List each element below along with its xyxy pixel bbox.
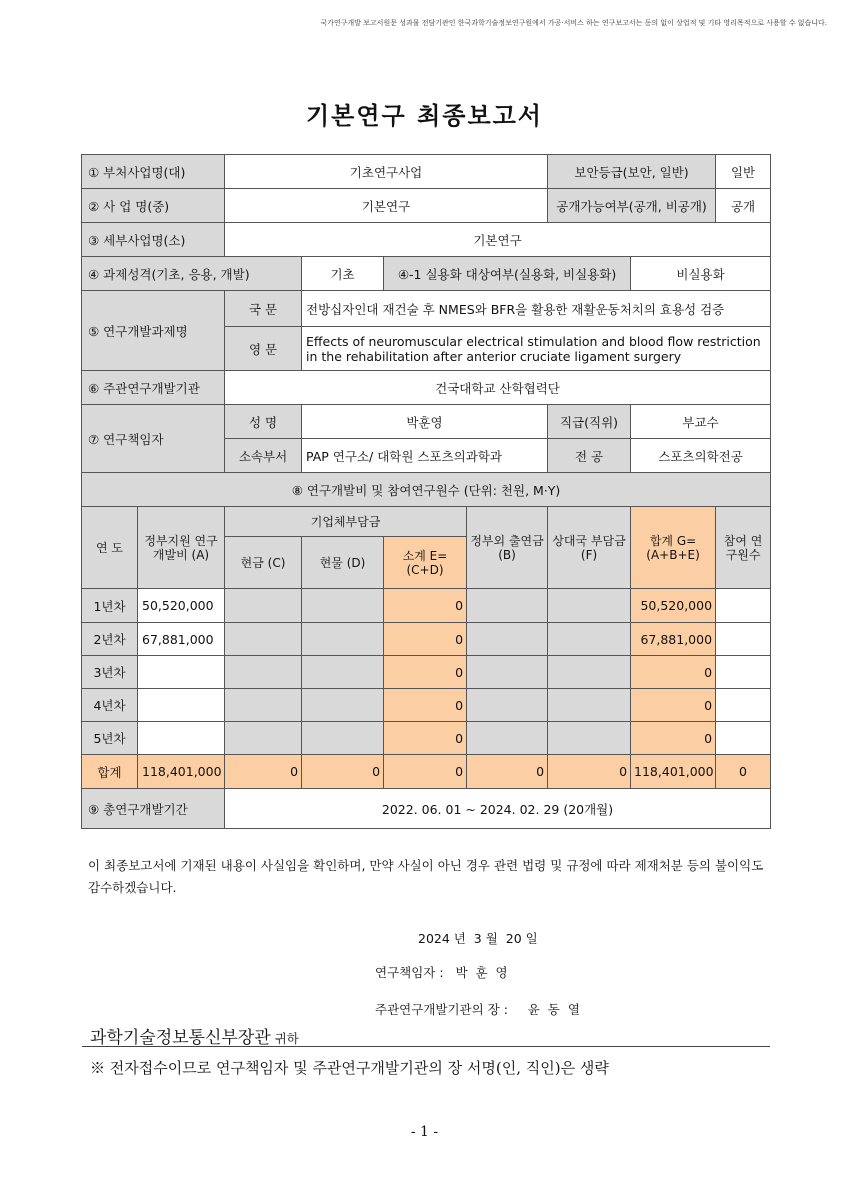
inkind-amount xyxy=(302,589,384,623)
inkind-amount xyxy=(302,656,384,689)
researchers-count xyxy=(716,623,771,656)
row-korean-title xyxy=(82,291,771,327)
affiliation-value: PAP 연구소/ 대학원 스포츠의과학과 xyxy=(302,439,548,473)
cash-amount xyxy=(225,656,302,689)
cash-amount xyxy=(225,589,302,623)
page-title: 기본연구 최종보고서 xyxy=(305,102,543,130)
total-amount: 0 xyxy=(631,656,716,689)
sub-program-label: ③ 세부사업명(소) xyxy=(82,223,225,257)
major-value: 스포츠의학전공 xyxy=(631,439,771,473)
institution-value: 건국대학교 산학협력단 xyxy=(225,371,771,405)
security-label: 보안등급(보안, 일반) xyxy=(548,155,716,189)
col-gov-header: 정부지원 연구개발비 (A) xyxy=(138,507,225,589)
sum-nongov-amount: 0 xyxy=(467,755,548,789)
year-label: 1년차 xyxy=(82,589,138,623)
year-label: 4년차 xyxy=(82,689,138,722)
page-number: - 1 - xyxy=(410,1124,439,1140)
recipient-suffix: 귀하 xyxy=(274,1031,299,1046)
total-amount: 0 xyxy=(631,722,716,755)
sum-partner-amount: 0 xyxy=(548,755,631,789)
commercial-value: 비실용화 xyxy=(631,257,771,291)
partner-amount xyxy=(548,689,631,722)
researchers-count xyxy=(716,722,771,755)
inkind-amount xyxy=(302,623,384,656)
subtotal-amount: 0 xyxy=(384,623,467,656)
total-amount: 67,881,000 xyxy=(631,623,716,656)
col-subtotal-header: 소계 E=(C+D) xyxy=(384,537,467,589)
gov-amount: 50,520,000 xyxy=(138,589,225,623)
col-nongov-header: 정부외 출연금 (B) xyxy=(467,507,548,589)
security-value: 일반 xyxy=(716,155,771,189)
partner-amount xyxy=(548,623,631,656)
researchers-count xyxy=(716,656,771,689)
partner-amount xyxy=(548,589,631,623)
nongov-amount xyxy=(467,589,548,623)
name-value: 박훈영 xyxy=(302,405,548,439)
row-budget-colhead-1 xyxy=(82,507,771,537)
gov-amount xyxy=(138,656,225,689)
col-researchers-header: 참여 연구원수 xyxy=(716,507,771,589)
sum-label: 합계 xyxy=(82,755,138,789)
commercial-label: ④-1 실용화 대상여부(실용화, 비실용화) xyxy=(384,257,631,291)
researchers-count xyxy=(716,689,771,722)
inkind-amount xyxy=(302,722,384,755)
budget-header: ⑧ 연구개발비 및 참여연구원수 (단위: 천원, M·Y) xyxy=(82,473,771,507)
budget-row-year1 xyxy=(82,589,771,623)
year-label: 3년차 xyxy=(82,656,138,689)
nature-label: ④ 과제성격(기초, 응용, 개발) xyxy=(82,257,302,291)
institution-label: ⑥ 주관연구개발기관 xyxy=(82,371,225,405)
sum-subtotal-amount: 0 xyxy=(384,755,467,789)
korean-title-value: 전방십자인대 재건술 후 NMES와 BFR을 활용한 재활운동처치의 효용성 검증 xyxy=(302,291,771,327)
english-title-label: 영 문 xyxy=(225,327,302,371)
row-sub-program xyxy=(82,223,771,257)
period-label: ⑨ 총연구개발기간 xyxy=(82,789,225,829)
budget-row-year2 xyxy=(82,623,771,656)
row-dept-program xyxy=(82,155,771,189)
project-title-label: ⑤ 연구개발과제명 xyxy=(82,291,225,371)
col-inkind-header: 현물 (D) xyxy=(302,537,384,589)
row-nature xyxy=(82,257,771,291)
budget-row-sum xyxy=(82,755,771,789)
row-pi-name xyxy=(82,405,771,439)
col-total-header: 합계 G=(A+B+E) xyxy=(631,507,716,589)
gov-amount: 67,881,000 xyxy=(138,623,225,656)
year-label: 2년차 xyxy=(82,623,138,656)
budget-row-year5 xyxy=(82,722,771,755)
gov-amount xyxy=(138,722,225,755)
total-amount: 50,520,000 xyxy=(631,589,716,623)
sum-researchers-count: 0 xyxy=(716,755,771,789)
affiliation-label: 소속부서 xyxy=(225,439,302,473)
row-period xyxy=(82,789,771,829)
cash-amount xyxy=(225,623,302,656)
inkind-amount xyxy=(302,689,384,722)
partner-amount xyxy=(548,722,631,755)
col-partner-header: 상대국 부담금 (F) xyxy=(548,507,631,589)
subtotal-amount: 0 xyxy=(384,589,467,623)
sub-program-value: 기본연구 xyxy=(225,223,771,257)
english-title-value: Effects of neuromuscular electrical stimulation and blood flow restriction in the rehabilitation after anterior cruciate ligament surgery xyxy=(302,327,771,371)
budget-row-year3 xyxy=(82,656,771,689)
confirmation-statement: 이 최종보고서에 기재된 내용이 사실임을 확인하며, 만약 사실이 아닌 경우 관련 법령 및 규정에 따라 제재처분 등의 불이익도 감수하겠습니다. xyxy=(88,858,764,895)
name-label: 성 명 xyxy=(225,405,302,439)
nongov-amount xyxy=(467,689,548,722)
program-value: 기본연구 xyxy=(225,189,548,223)
position-value: 부교수 xyxy=(631,405,771,439)
row-budget-header xyxy=(82,473,771,507)
sum-total-amount: 118,401,000 xyxy=(631,755,716,789)
recipient xyxy=(90,1023,299,1048)
disclosure-label: 공개가능여부(공개, 비공개) xyxy=(548,189,716,223)
report-date: 2024 년 3 월 20 일 xyxy=(418,931,538,946)
report-form-table xyxy=(81,154,771,829)
cash-amount xyxy=(225,689,302,722)
major-label: 전 공 xyxy=(548,439,631,473)
recipient-name: 과학기술정보통신부장관 xyxy=(90,1028,271,1048)
total-amount: 0 xyxy=(631,689,716,722)
usage-notice: 국가연구개발 보고서원문 성과물 전담기관인 한국과학기술정보연구원에서 가공·서비스 하는 연구보고서는 동의 없이 상업적 및 기타 영리목적으로 사용할 수 없습니다. xyxy=(320,19,827,27)
nature-value: 기초 xyxy=(302,257,384,291)
pi-label: ⑦ 연구책임자 xyxy=(82,405,225,473)
divider-line xyxy=(82,1046,770,1047)
korean-title-label: 국 문 xyxy=(225,291,302,327)
subtotal-amount: 0 xyxy=(384,689,467,722)
col-cash-header: 현금 (C) xyxy=(225,537,302,589)
responsible-researcher-line: 연구책임자 : 박 훈 영 xyxy=(375,965,508,980)
gov-amount xyxy=(138,689,225,722)
row-program xyxy=(82,189,771,223)
position-label: 직급(직위) xyxy=(548,405,631,439)
row-institution xyxy=(82,371,771,405)
institution-head-line: 주관연구개발기관의 장 : 윤 동 열 xyxy=(375,1002,580,1017)
subtotal-amount: 0 xyxy=(384,722,467,755)
nongov-amount xyxy=(467,656,548,689)
partner-amount xyxy=(548,656,631,689)
researchers-count xyxy=(716,589,771,623)
program-label: ② 사 업 명(중) xyxy=(82,189,225,223)
cash-amount xyxy=(225,722,302,755)
period-value: 2022. 06. 01 ~ 2024. 02. 29 (20개월) xyxy=(225,789,771,829)
dept-program-label: ① 부처사업명(대) xyxy=(82,155,225,189)
dept-program-value: 기초연구사업 xyxy=(225,155,548,189)
sum-cash-amount: 0 xyxy=(225,755,302,789)
col-company-header: 기업체부담금 xyxy=(225,507,467,537)
year-label: 5년차 xyxy=(82,722,138,755)
sum-gov-amount: 118,401,000 xyxy=(138,755,225,789)
nongov-amount xyxy=(467,623,548,656)
nongov-amount xyxy=(467,722,548,755)
disclosure-value: 공개 xyxy=(716,189,771,223)
subtotal-amount: 0 xyxy=(384,656,467,689)
budget-row-year4 xyxy=(82,689,771,722)
signature-footnote: ※ 전자접수이므로 연구책임자 및 주관연구개발기관의 장 서명(인, 직인)은 생략 xyxy=(90,1059,609,1077)
col-year-header: 연 도 xyxy=(82,507,138,589)
sum-inkind-amount: 0 xyxy=(302,755,384,789)
